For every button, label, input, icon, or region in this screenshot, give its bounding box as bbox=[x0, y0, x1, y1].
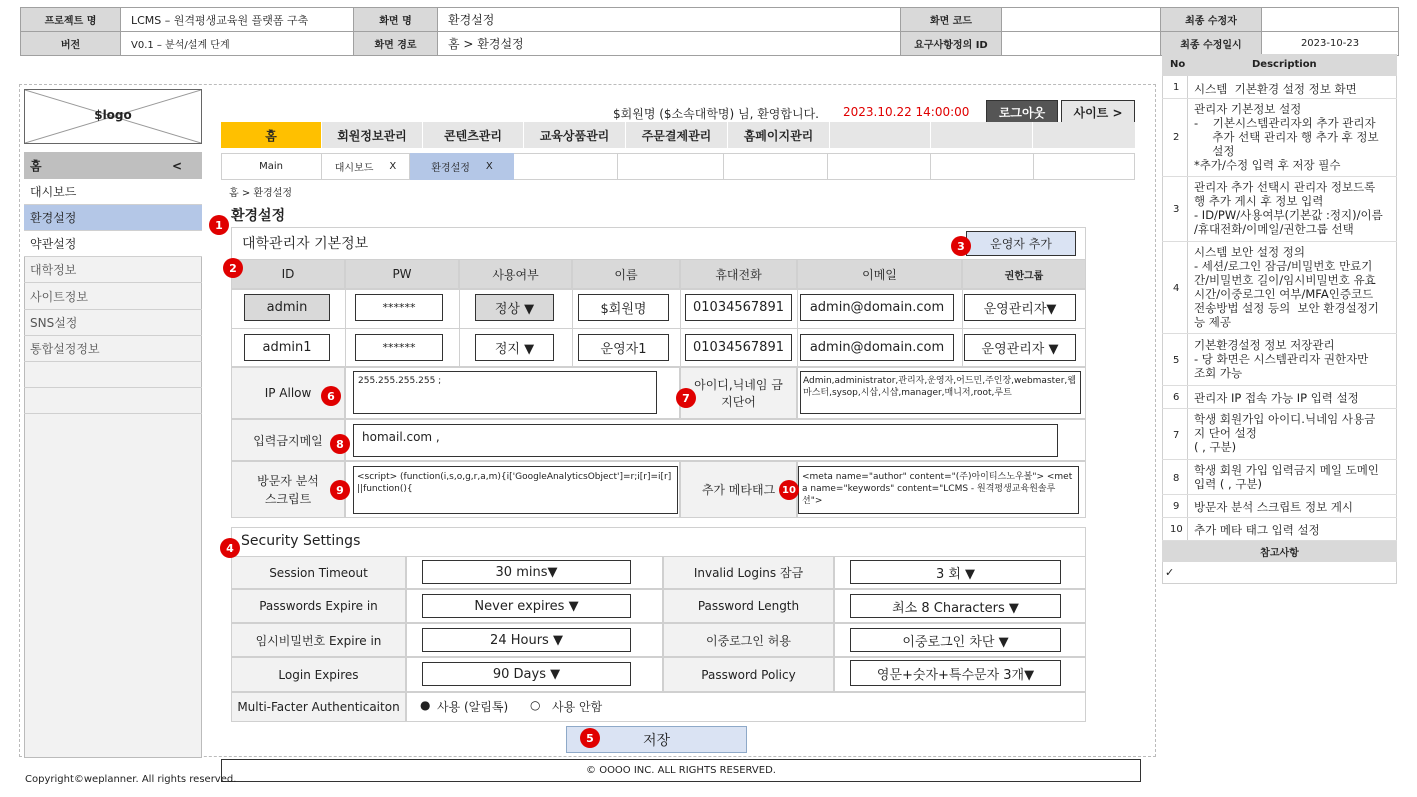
desc-no-6: 6 bbox=[1173, 392, 1180, 403]
col-id: ID bbox=[231, 259, 345, 289]
row1-id-input[interactable]: admin bbox=[244, 294, 330, 321]
col-status: 사용여부 bbox=[459, 259, 572, 289]
desc-text-7: 학생 회원가입 아이디.닉네임 사용금 지 단어 설정 ( , 구분) bbox=[1194, 412, 1376, 454]
tab-dashboard-close-icon[interactable]: X bbox=[389, 161, 397, 172]
desc-text-6: 관리자 IP 접속 가능 IP 입력 설정 bbox=[1194, 391, 1359, 405]
nav-order[interactable]: 주문결제관리 bbox=[626, 122, 728, 148]
dual-login-label: 이중로그인 허용 bbox=[663, 623, 834, 657]
temp-password-select[interactable]: 24 Hours ▼ bbox=[422, 628, 631, 652]
mfa-off-radio-icon[interactable]: ○ bbox=[530, 698, 541, 712]
col-email: 이메일 bbox=[797, 259, 962, 289]
badge-4: 4 bbox=[220, 538, 240, 558]
tab-divider bbox=[723, 153, 724, 180]
desc-text-2: 관리자 기본정보 설정 - 기본시스템관리자외 추가 관리자 추가 선택 관리자 행 추가 후 정보 설정 *추가/수정 입력 후 저장 필수 bbox=[1194, 102, 1379, 172]
badge-8: 8 bbox=[330, 434, 350, 454]
col-role: 권한그룹 bbox=[962, 259, 1086, 289]
breadcrumb: 홈 > 환경설정 bbox=[229, 188, 293, 199]
password-expire-select[interactable]: Never expires ▼ bbox=[422, 594, 631, 618]
row2-email-input[interactable]: admin@domain.com bbox=[800, 334, 954, 361]
ip-allow-input[interactable]: 255.255.255.255 ; bbox=[353, 371, 657, 414]
row1-phone-input[interactable]: 01034567891 bbox=[685, 294, 792, 321]
save-button[interactable]: 저장 bbox=[566, 726, 747, 753]
row1-pw-input[interactable]: ****** bbox=[355, 294, 443, 321]
tab-dashboard-label: 대시보드 bbox=[334, 163, 374, 174]
row2-name-input[interactable]: 운영자1 bbox=[578, 334, 669, 361]
row1-role-select[interactable]: 운영관리자▼ bbox=[964, 294, 1076, 321]
ip-allow-label: IP Allow bbox=[231, 367, 345, 419]
desc-no-2: 2 bbox=[1173, 132, 1180, 143]
logo-text: $logo bbox=[94, 108, 132, 122]
desc-text-4: 시스템 보안 설정 정의 - 세션/로그인 잠금/비밀번호 만료기 간/비밀번호 길이/임시비밀번호 유효 시간/이중로그인 여부/MFA인증코드 전송방법 설정 등의 보안 환경설정기 능 제공 bbox=[1194, 245, 1379, 329]
screen-name-value: 환경설정 bbox=[437, 7, 901, 32]
invalid-logins-label: Invalid Logins 잠금 bbox=[663, 556, 834, 589]
badge-6: 6 bbox=[321, 386, 341, 406]
col-phone: 휴대전화 bbox=[680, 259, 797, 289]
desc-text-10: 추가 메타 태그 입력 설정 bbox=[1194, 523, 1320, 537]
tab-divider bbox=[930, 153, 931, 180]
tab-divider bbox=[827, 153, 828, 180]
copyright: Copyright©weplanner. All rights reserved. bbox=[25, 774, 237, 785]
desc-no-3: 3 bbox=[1173, 204, 1180, 215]
password-length-select[interactable]: 최소 8 Characters ▼ bbox=[850, 594, 1061, 618]
notes-header: 참고사항 bbox=[1162, 541, 1397, 562]
mfa-on-radio-icon[interactable]: ● bbox=[420, 698, 431, 712]
version-label: 버전 bbox=[20, 31, 121, 56]
nav-empty-2 bbox=[931, 122, 1033, 148]
badge-7: 7 bbox=[676, 388, 696, 408]
mfa-on-label[interactable]: 사용 (알림톡) bbox=[437, 700, 509, 714]
dual-login-select[interactable]: 이중로그인 차단 ▼ bbox=[850, 628, 1061, 652]
sidebar-home-label: 홈 bbox=[30, 159, 42, 173]
welcome-text: $회원명 ($소속대학명) 님, 환영합니다. bbox=[613, 107, 819, 121]
add-operator-button[interactable]: 운영자 추가 bbox=[966, 231, 1076, 256]
session-timeout-label: Session Timeout bbox=[231, 556, 406, 589]
desc-no-1: 1 bbox=[1173, 82, 1180, 93]
col-pw: PW bbox=[345, 259, 459, 289]
desc-no-8: 8 bbox=[1173, 473, 1180, 484]
sidebar-item-settings[interactable]: 환경설정 bbox=[24, 205, 202, 231]
invalid-logins-select[interactable]: 3 회 ▼ bbox=[850, 560, 1061, 584]
last-editor-value bbox=[1261, 7, 1399, 32]
tab-main-label: Main bbox=[259, 161, 283, 172]
sidebar-item-integration[interactable]: 통합설정정보 bbox=[24, 336, 202, 362]
sidebar-item-terms[interactable]: 약관설정 bbox=[24, 231, 202, 257]
login-expires-select[interactable]: 90 Days ▼ bbox=[422, 662, 631, 686]
row2-id-input[interactable]: admin1 bbox=[244, 334, 330, 361]
row2-pw-input[interactable]: ****** bbox=[355, 334, 443, 361]
banned-words-input[interactable]: Admin,administrator,관리자,운영자,어드민,주인장,webmaster,웹마스터,sysop,시삽,시샵,manager,매니저,root,루트 bbox=[800, 371, 1081, 414]
tab-settings-label: 환경설정 bbox=[431, 163, 470, 174]
admin-section-title: 대학관리자 기본정보 bbox=[242, 236, 369, 252]
logout-button[interactable]: 로그아웃 bbox=[986, 100, 1058, 124]
site-button[interactable]: 사이트 > bbox=[1061, 100, 1135, 124]
row1-name-input[interactable]: $회원명 bbox=[578, 294, 669, 321]
sidebar-item-dashboard[interactable]: 대시보드 bbox=[24, 179, 202, 205]
description-header bbox=[1162, 54, 1397, 76]
sidebar-item-empty bbox=[24, 362, 202, 388]
nav-product[interactable]: 교육상품관리 bbox=[524, 122, 626, 148]
badge-5: 5 bbox=[580, 728, 600, 748]
mfa-off-label[interactable]: 사용 안함 bbox=[552, 700, 603, 714]
desc-no-9: 9 bbox=[1173, 501, 1180, 512]
badge-1: 1 bbox=[209, 215, 229, 235]
banned-mail-input[interactable]: homail.com , bbox=[353, 424, 1058, 457]
row1-email-input[interactable]: admin@domain.com bbox=[800, 294, 954, 321]
last-editor-label: 최종 수정자 bbox=[1160, 7, 1262, 32]
sidebar-item-university[interactable]: 대학정보 bbox=[24, 257, 202, 283]
desc-no-header: No bbox=[1170, 59, 1186, 70]
check-icon: ✓ bbox=[1165, 566, 1175, 579]
desc-text-9: 방문자 분석 스크립트 정보 게시 bbox=[1194, 500, 1354, 514]
sidebar-item-site[interactable]: 사이트정보 bbox=[24, 284, 202, 310]
tab-settings-close-icon[interactable]: X bbox=[485, 161, 493, 172]
screen-code-value bbox=[1001, 7, 1161, 32]
sidebar-collapse-icon[interactable]: < bbox=[171, 158, 182, 173]
tab-divider bbox=[617, 153, 618, 180]
badge-9: 9 bbox=[330, 480, 350, 500]
project-value: LCMS – 원격평생교육원 플랫폼 구축 bbox=[120, 7, 354, 32]
banned-mail-label: 입력금지메일 bbox=[231, 419, 345, 461]
desc-text-1: 시스템 기본환경 설정 정보 화면 bbox=[1194, 82, 1357, 96]
badge-3: 3 bbox=[951, 236, 971, 256]
desc-text-3: 관리자 추가 선택시 관리자 정보드록 행 추가 게시 후 정보 입력 - ID/PW/사용여부(기본값 :정지)/이름 /휴대전화/이메일/권한그룹 선택 bbox=[1194, 180, 1383, 236]
row2-status-select[interactable]: 정지 ▼ bbox=[475, 334, 554, 361]
project-label: 프로젝트 명 bbox=[20, 7, 121, 32]
sidebar-item-sns[interactable]: SNS설정 bbox=[24, 310, 202, 336]
screen-path-label: 화면 경로 bbox=[353, 31, 438, 56]
screen-name-label: 화면 명 bbox=[353, 7, 438, 32]
screen-path-value: 홈 > 환경설정 bbox=[437, 31, 901, 56]
badge-10: 10 bbox=[779, 480, 799, 500]
desc-no-5: 5 bbox=[1173, 355, 1180, 366]
nav-homepage[interactable]: 홈페이지관리 bbox=[728, 122, 830, 148]
banned-words-label: 아이디,닉네임 금지단어 bbox=[680, 367, 797, 419]
desc-no-7: 7 bbox=[1173, 430, 1180, 441]
row1-status-select[interactable]: 정상 ▼ bbox=[475, 294, 554, 321]
badge-2: 2 bbox=[223, 258, 243, 278]
analytics-input[interactable]: <script> (function(i,s,o,g,r,a,m){i['GoogleAnalyticsObject']=r;i[r]=i[r]||function(){ bbox=[353, 466, 678, 514]
meta-input[interactable]: <meta name="author" content="(주)아이티스노우볼"> <meta name="keywords" content="LCMS - 원격평생교육원솔루션"> bbox=[798, 466, 1079, 514]
screen-code-label: 화면 코드 bbox=[900, 7, 1002, 32]
tab-divider bbox=[1033, 153, 1034, 180]
row-divider bbox=[231, 328, 1086, 329]
password-length-label: Password Length bbox=[663, 589, 834, 623]
temp-password-label: 임시비밀번호 Expire in bbox=[231, 623, 406, 657]
footer: © OOOO INC. ALL RIGHTS RESERVED. bbox=[221, 759, 1141, 782]
page-title: 환경설정 bbox=[231, 208, 286, 224]
tab-settings[interactable] bbox=[410, 153, 514, 180]
last-date-value: 2023-10-23 bbox=[1261, 31, 1399, 56]
meta-label: 추가 메타태그 bbox=[680, 461, 797, 518]
nav-empty-1 bbox=[830, 122, 931, 148]
desc-text-5: 기본환경설정 정보 저장관리 - 당 화면은 시스템관리자 권한자만 조회 가능 bbox=[1194, 338, 1369, 380]
sidebar-item-empty bbox=[24, 388, 202, 414]
nav-member[interactable]: 회원정보관리 bbox=[322, 122, 423, 148]
desc-no-10: 10 bbox=[1170, 524, 1183, 535]
password-expire-label: Passwords Expire in bbox=[231, 589, 406, 623]
nav-content[interactable]: 콘텐츠관리 bbox=[423, 122, 524, 148]
desc-no-4: 4 bbox=[1173, 283, 1180, 294]
version-value: V0.1 – 분석/설계 단계 bbox=[120, 31, 354, 56]
sidebar-header[interactable] bbox=[24, 152, 202, 179]
row2-role-select[interactable]: 운영관리자 ▼ bbox=[964, 334, 1076, 361]
password-policy-label: Password Policy bbox=[663, 657, 834, 692]
login-expires-label: Login Expires bbox=[231, 657, 406, 692]
security-title: Security Settings bbox=[241, 533, 361, 549]
tab-main[interactable] bbox=[221, 153, 322, 180]
tab-dashboard[interactable] bbox=[322, 153, 410, 180]
col-name: 이름 bbox=[572, 259, 680, 289]
last-date-label: 최종 수정일시 bbox=[1160, 31, 1262, 56]
req-id-value bbox=[1001, 31, 1161, 56]
nav-home[interactable]: 홈 bbox=[221, 122, 322, 148]
analytics-label: 방문자 분석 스크립트 bbox=[231, 461, 345, 518]
password-policy-select[interactable]: 영문+숫자+특수문자 3개▼ bbox=[850, 660, 1061, 686]
welcome-time: 2023.10.22 14:00:00 bbox=[843, 105, 970, 119]
session-timeout-select[interactable]: 30 mins▼ bbox=[422, 560, 631, 584]
desc-text-8: 학생 회원 가입 입력금지 메일 도메인 입력 ( , 구분) bbox=[1194, 463, 1379, 491]
desc-text-header: Description bbox=[1252, 59, 1317, 70]
req-id-label: 요구사항정의 ID bbox=[900, 31, 1002, 56]
row2-phone-input[interactable]: 01034567891 bbox=[685, 334, 792, 361]
mfa-label: Multi-Facter Authenticaiton bbox=[231, 692, 406, 722]
logo-placeholder bbox=[24, 89, 202, 144]
